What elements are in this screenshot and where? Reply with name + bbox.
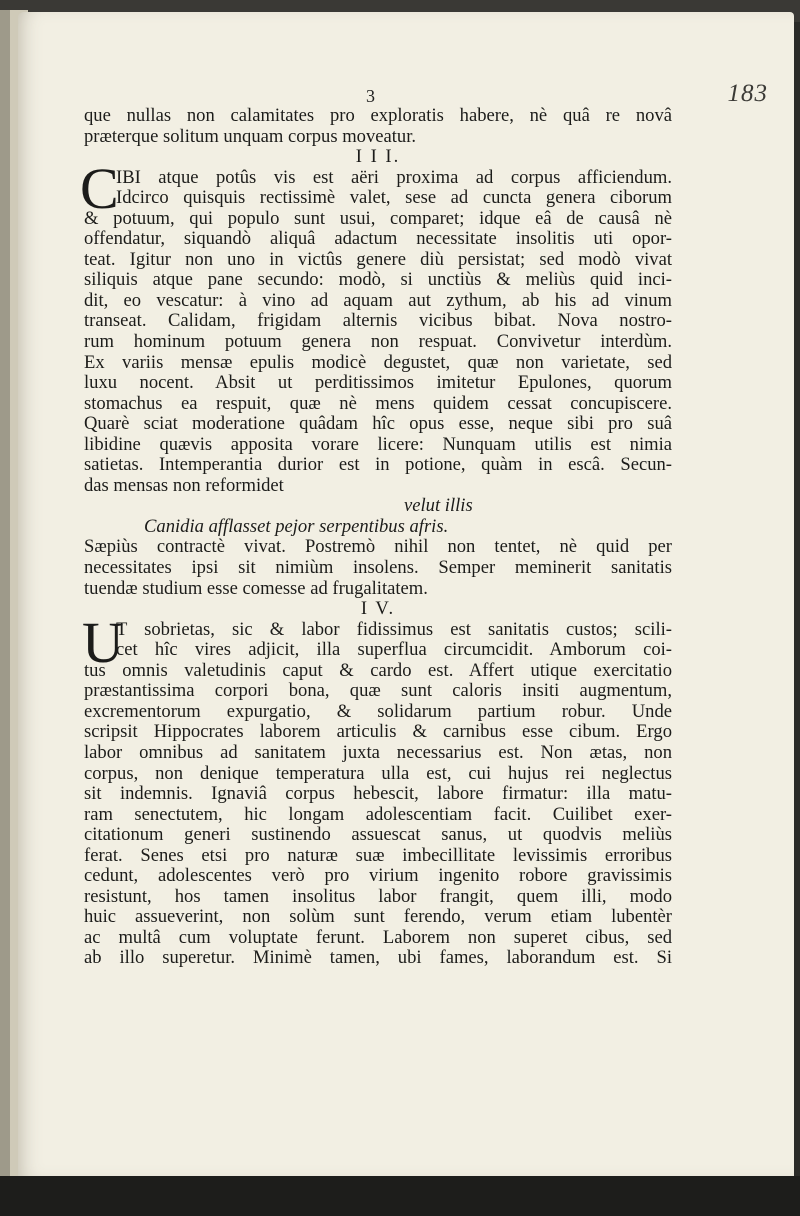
text-line: corpus, non denique temperatura ulla est, cui hujus rei neglectus (84, 763, 672, 784)
text-line: necessitates ipsi sit nimiùm insolens. Semper meminerit sanitatis (84, 558, 672, 579)
book-bottom-edge (0, 1176, 800, 1216)
text-line: offendatur, siquandò aliquâ adactum necessitate insolitis uti opor- (84, 229, 672, 250)
text-line: & potuum, qui populo sunt usui, comparet; idque eâ de causâ nè (84, 208, 672, 229)
text-line: Quarè sciat moderatione quâdam hîc opus esse, neque sibi pro suâ (84, 414, 672, 435)
text-line: Sæpiùs contractè vivat. Postremò nihil non tentet, nè quid per (84, 537, 672, 558)
section-heading: I I I. (355, 147, 401, 168)
text-line: cedunt, adolescentes verò pro virium ingenito robore gravissimis (84, 866, 672, 887)
text-line: IBI atque potûs vis est aëri proxima ad corpus afficiendum. (116, 167, 672, 188)
text-line: stomachus ea respuit, quæ nè mens quidem cessat concupiscere. (84, 393, 672, 414)
text-line: T sobrietas, sic & labor fidissimus est sanitatis custos; scili- (116, 619, 672, 640)
text-line: rum hominum potuum genera non respuat. Convivetur interdùm. (84, 332, 672, 353)
text-line: tuendæ studium esse comesse ad frugalitatem. (84, 578, 428, 599)
drop-capital: C (80, 155, 119, 221)
folio-number: 183 (727, 80, 768, 107)
text-line: ab illo superetur. Minimè tamen, ubi fames, laborandum est. Si (84, 948, 672, 969)
drop-capital: U (82, 609, 124, 675)
text-line: præterque solitum unquam corpus moveatur. (84, 126, 417, 147)
text-line: ram senectutem, hic longam adolescentiam facit. Cuilibet exer- (84, 804, 672, 825)
text-line: libidine quævis apposita vorare licere: Nunquam utilis est nimia (84, 434, 672, 455)
text-line: præstantissima corpori bona, quæ sunt caloris insiti augmentum, (84, 681, 672, 702)
text-line: siliquis atque pane secundo: modò, si unctiùs & meliùs quid inci- (84, 270, 672, 291)
text-line: sit indemnis. Ignaviâ corpus hebescit, labore firmatur: illa matu- (84, 784, 672, 805)
text-line: labor omnibus ad sanitatem juxta necessarius est. Non ætas, non (84, 742, 672, 763)
text-line: Ex variis mensæ epulis modicè degustet, quæ non varietate, sed (84, 352, 672, 373)
page-text (80, 106, 672, 969)
text-line: transeat. Calidam, frigidam alternis vicibus bibat. Nova nostro- (84, 311, 672, 332)
text-line: teat. Igitur non uno in victûs genere diù persistat; sed modò vivat (84, 249, 672, 270)
text-line: dit, eo vescatur: à vino ad aquam aut zythum, ab his ad vinum (84, 290, 672, 311)
text-line: Idcirco quisquis rectissimè valet, sese ad cuncta genera ciborum (116, 188, 672, 209)
text-line: excrementorum expurgatio, & solidarum partium robur. Unde (84, 701, 672, 722)
text-line: citationum generi sustinendo assuescat sanus, ut quodvis meliùs (84, 825, 672, 846)
section-heading: I V. (360, 599, 396, 620)
text-line: ac multâ cum voluptate ferunt. Laborem non superet cibus, sed (84, 927, 672, 948)
text-line: satietas. Intemperantia durior est in potione, quàm in escâ. Secun- (84, 455, 672, 476)
text-line: cet hîc vires adjicit, illa superflua circumcidit. Amborum coi- (116, 640, 672, 661)
book-gutter (0, 10, 10, 1176)
text-line: huic assueverint, non solùm sunt ferendo, verum etiam lubentèr (84, 907, 672, 928)
text-line: luxu nocent. Absit ut perditissimos imitetur Epulones, quorum (84, 373, 672, 394)
text-line: ferat. Senes etsi pro naturæ suæ imbecillitate levissimis erroribus (84, 845, 672, 866)
text-line: que nullas non calamitates pro exploratis habere, nè quâ re novâ (84, 106, 672, 126)
text-line: das mensas non reformidet (84, 475, 284, 496)
page-number: 3 (366, 86, 375, 106)
quote-line: velut illis (404, 496, 473, 517)
quote-line: Canidia afflasset pejor serpentibus afris. (144, 516, 449, 537)
text-line: scripsit Hippocrates laborem articulis & carnibus esse cibum. Ergo (84, 722, 672, 743)
text-line: resistunt, hos tamen insolitus labor frangit, quem illi, modo (84, 886, 672, 907)
text-line: tus omnis valetudinis caput & cardo est. Affert utique exercitatio (84, 660, 672, 681)
